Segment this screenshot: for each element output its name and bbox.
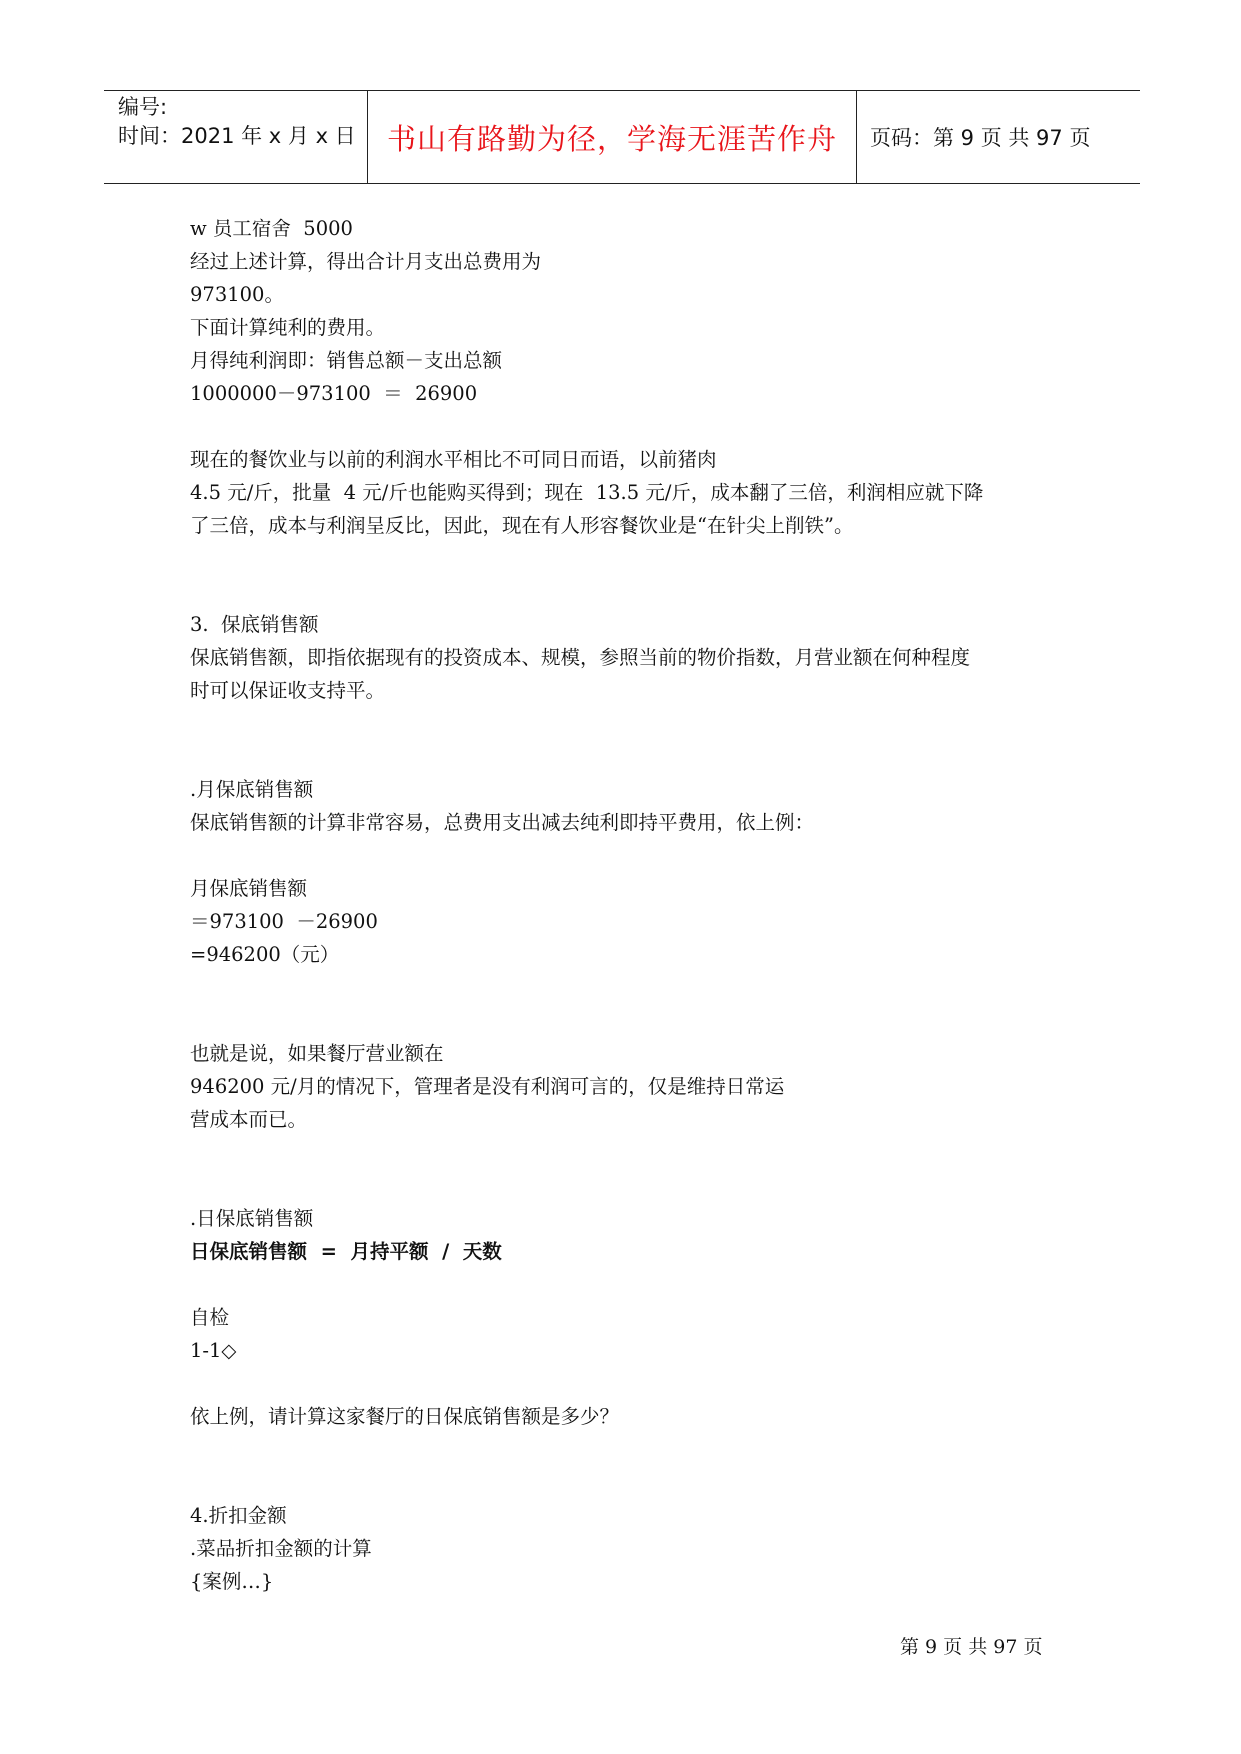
- body-line: 营成本而已。: [190, 1108, 308, 1131]
- blank-line: [190, 707, 1070, 740]
- blank-line: [190, 1466, 1070, 1499]
- header-divider: [856, 91, 857, 183]
- subsection-heading: .月保底销售额: [190, 778, 314, 801]
- body-line: 月得纯利润即：销售总额－支出总额: [190, 349, 503, 372]
- blank-line: [190, 410, 1070, 443]
- body-line: 了三倍，成本与利润呈反比，因此，现在有人形容餐饮业是“在针尖上削铁”。: [190, 514, 854, 537]
- blank-line: [190, 1433, 1070, 1466]
- section-heading: 3. 保底销售额: [190, 613, 319, 636]
- blank-line: [190, 1268, 1070, 1301]
- blank-line: [190, 1004, 1070, 1037]
- subsection-heading: .菜品折扣金额的计算: [190, 1537, 372, 1560]
- subsection-heading: .日保底销售额: [190, 1207, 314, 1230]
- page-header: [104, 90, 1140, 184]
- body-line: 4.5 元/斤，批量 4 元/斤也能购买得到；现在 13.5 元/斤，成本翻了三倍，利润相应就下降: [190, 481, 984, 504]
- blank-line: [190, 971, 1070, 1004]
- blank-line: [190, 1367, 1070, 1400]
- page-footer: 第 9 页 共 97 页: [900, 1636, 1043, 1658]
- header-page-number: 页码：第 9 页 共 97 页: [870, 126, 1091, 150]
- header-meta: [118, 93, 368, 151]
- blank-line: [190, 1169, 1070, 1202]
- body-line: 自检: [190, 1306, 230, 1329]
- blank-line: [190, 839, 1070, 872]
- blank-line: [190, 575, 1070, 608]
- body-line: 973100。: [190, 283, 284, 306]
- document-body: [190, 212, 1070, 1598]
- body-line: 经过上述计算，得出合计月支出总费用为: [190, 250, 542, 273]
- body-line: 依上例，请计算这家餐厅的日保底销售额是多少？: [190, 1405, 620, 1428]
- blank-line: [190, 740, 1070, 773]
- formula-line: ＝973100 －26900: [190, 910, 378, 933]
- time-label: 时间：2021 年 x 月 x 日: [118, 124, 356, 148]
- section-heading: 4.折扣金额: [190, 1504, 287, 1527]
- body-line: 1-1◇: [190, 1339, 237, 1362]
- body-line: w 员工宿舍 5000: [190, 217, 353, 240]
- body-line: {案例…}: [190, 1570, 274, 1593]
- header-motto: 书山有路勤为径，学海无涯苦作舟: [386, 121, 837, 156]
- body-line: 时可以保证收支持平。: [190, 679, 386, 702]
- body-line: 946200 元/月的情况下，管理者是没有利润可言的，仅是维持日常运: [190, 1075, 785, 1098]
- blank-line: [190, 1136, 1070, 1169]
- body-line: 保底销售额的计算非常容易，总费用支出减去纯利即持平费用，依上例：: [190, 811, 815, 834]
- body-line: 保底销售额，即指依据现有的投资成本、规模，参照当前的物价指数，月营业额在何种程度: [190, 646, 971, 669]
- body-line: 月保底销售额: [190, 877, 308, 900]
- body-line: 下面计算纯利的费用。: [190, 316, 386, 339]
- serial-label: 编号:: [118, 95, 168, 119]
- formula-bold: 日保底销售额 = 月持平额 / 天数: [190, 1240, 502, 1263]
- body-line: 也就是说，如果餐厅营业额在: [190, 1042, 444, 1065]
- body-line: 1000000－973100 ＝ 26900: [190, 382, 478, 405]
- formula-line: =946200（元）: [190, 943, 340, 966]
- body-line: 现在的餐饮业与以前的利润水平相比不可同日而语，以前猪肉: [190, 448, 717, 471]
- blank-line: [190, 542, 1070, 575]
